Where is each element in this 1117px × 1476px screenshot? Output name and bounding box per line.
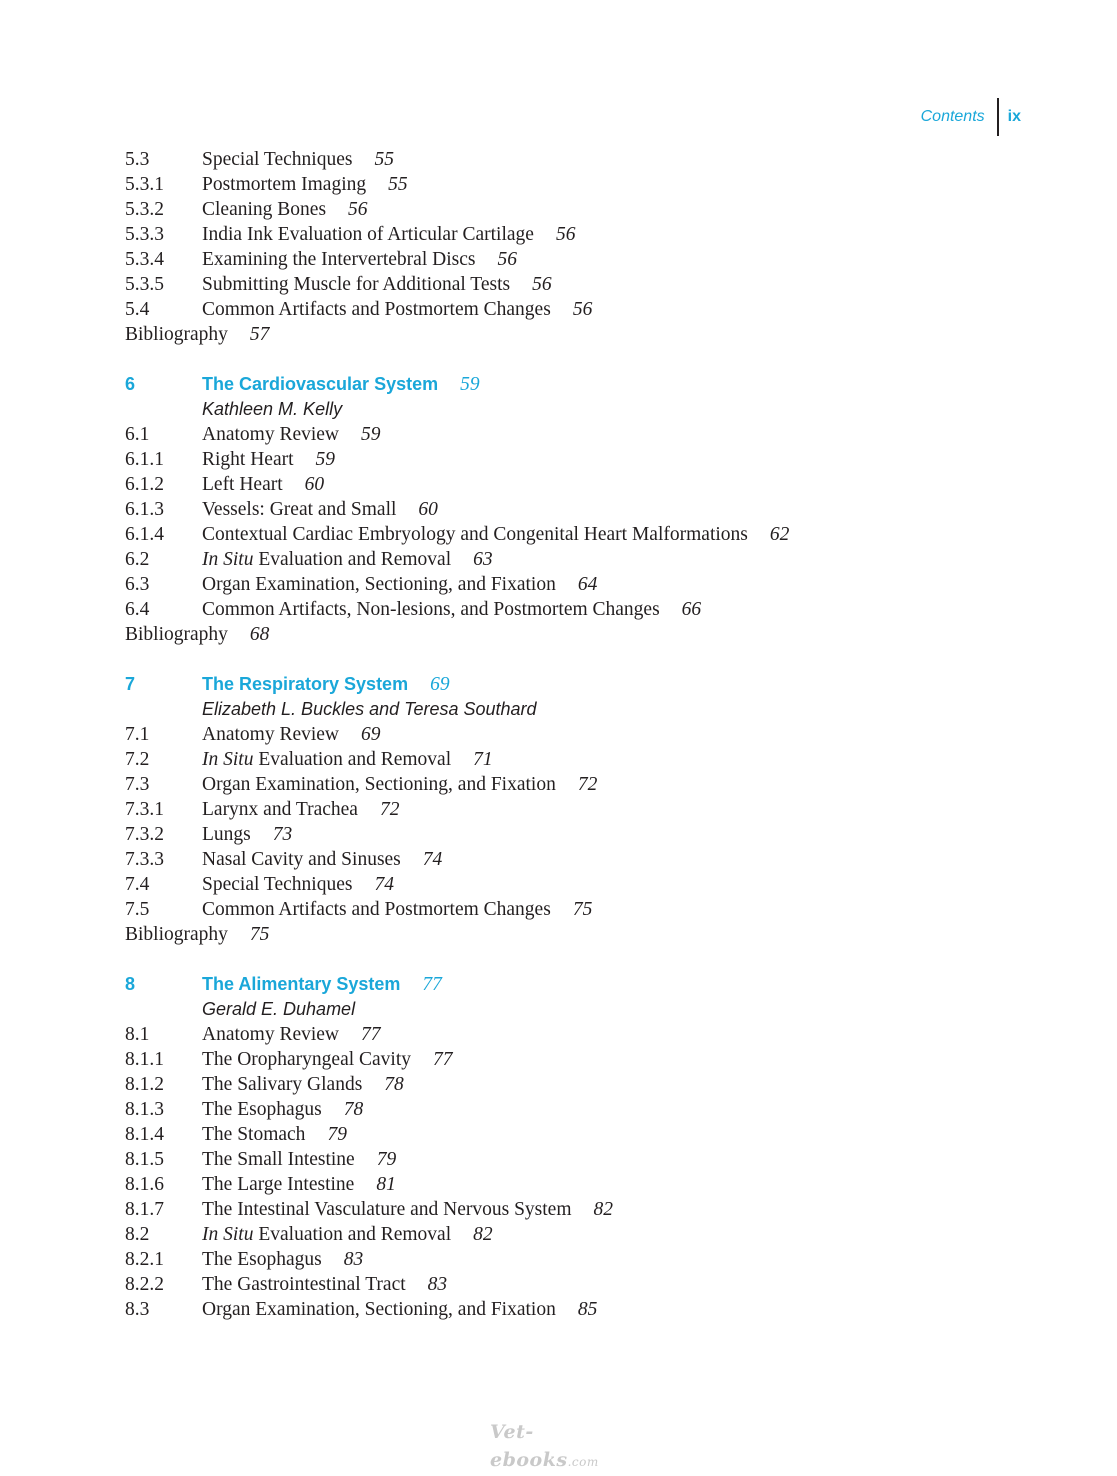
toc-entry-title-text: Anatomy Review [202,724,340,745]
toc-entry-page: 83 [427,1274,448,1295]
toc-entry-title-text: Special Techniques [202,149,353,170]
toc-entry-title [202,599,660,620]
toc-entry-title [202,199,326,220]
toc-entry-page: 74 [422,849,443,870]
toc-entry-number: 8.1.1 [125,1049,164,1070]
toc-entry-page: 82 [473,1224,493,1245]
chapter-author: Kathleen M. Kelly [202,399,343,419]
chapter-title: The Alimentary System [202,974,401,994]
bibliography-page: 68 [249,624,270,645]
toc-entry-number: 6.1 [125,424,150,445]
toc-entry-title [202,549,451,570]
toc-entry [125,147,1025,172]
toc-entry-title-text: Vessels: Great and Small [202,499,397,520]
toc-entry-title [202,249,475,270]
toc-entry-number: 7.3.1 [125,799,164,820]
toc-entry-title-text: Nasal Cavity and Sinuses [202,849,401,870]
chapter-page: 69 [430,674,450,695]
toc-entry-title-text: The Small Intestine [202,1149,355,1170]
toc-entry-title-text: The Gastrointestinal Tract [202,1274,406,1295]
toc-entry-title-text: Organ Examination, Sectioning, and Fixation [202,574,556,595]
toc-entry-title-text: Contextual Cardiac Embryology and Congenital Heart Malformations [202,524,748,545]
toc-entry-title [202,274,510,295]
toc-entry-title-text: The Esophagus [202,1099,322,1120]
toc-entry-number: 7.2 [125,749,150,770]
toc-entry-title-text: Evaluation and Removal [253,749,452,770]
toc-entry-number: 8.1.2 [125,1074,164,1095]
chapter-page: 77 [422,974,442,995]
toc-entry-title-text: Organ Examination, Sectioning, and Fixation [202,774,556,795]
toc-entry-title-text: The Large Intestine [202,1174,355,1195]
toc-entry-page: 60 [418,499,438,520]
toc-entry-number: 6.4 [125,599,150,620]
toc-entry-page: 55 [388,174,408,195]
toc-entry-title-text: The Intestinal Vasculature and Nervous System [202,1199,572,1220]
toc-entry-page: 78 [343,1099,364,1120]
toc-entry-title [202,574,556,595]
toc-entry-title-italic: In Situ [202,749,254,770]
toc-entry-page: 72 [379,799,400,820]
toc-entry-title [202,1224,451,1245]
toc-entry [125,522,1025,547]
toc-entry-title [202,1149,355,1170]
bibliography-label: Bibliography [125,324,228,345]
toc-entry-page: 72 [577,774,598,795]
toc-entry-number: 7.3.3 [125,849,164,870]
toc-entry-title [202,224,534,245]
toc-entry-number: 8.1.7 [125,1199,164,1220]
running-header-title: Contents [920,108,985,125]
toc-entry [125,572,1025,597]
toc-entry-page: 82 [593,1199,614,1220]
chapter-page: 59 [460,374,480,395]
toc-entry-title-text: Special Techniques [202,874,353,895]
toc-entry-title-text: Anatomy Review [202,424,340,445]
toc-entry [125,1297,1025,1322]
toc-entry-page: 55 [374,149,394,170]
toc-entry-title [202,499,396,520]
toc-entry [125,1222,1025,1247]
page-number: ix [1007,108,1021,125]
toc-entry-page: 74 [374,874,394,895]
toc-entry-number: 8.1.6 [125,1174,164,1195]
toc-entry [125,472,1025,497]
toc-bib [125,922,1025,947]
toc-entry-page: 71 [473,749,493,770]
toc-entry-number: 6.1.1 [125,449,164,470]
toc-entry-title-text: Evaluation and Removal [253,549,452,570]
toc-entry-title [202,1049,411,1070]
toc-entry [125,772,1025,797]
toc-entry-title-text: Anatomy Review [202,1024,340,1045]
toc-entry [125,1122,1025,1147]
toc-entry-page: 73 [272,824,293,845]
toc-entry [125,422,1025,447]
toc-author [125,997,1025,1022]
toc-entry-page: 56 [555,224,576,245]
toc-entry [125,1022,1025,1047]
toc-bib [125,322,1025,347]
toc-entry [125,1197,1025,1222]
chapter-number: 8 [125,974,136,994]
watermark-main: Vet-ebooks [490,1421,568,1471]
toc-entry-page: 78 [384,1074,404,1095]
toc-entry-title [202,1299,556,1320]
toc-entry-title-text: Larynx and Trachea [202,799,358,820]
toc-entry-number: 8.3 [125,1299,150,1320]
toc-entry-title-text: Common Artifacts and Postmortem Changes [202,299,551,320]
toc-entry-title-text: Organ Examination, Sectioning, and Fixation [202,1299,556,1320]
toc-entry [125,1072,1025,1097]
toc-entry-number: 7.5 [125,899,150,920]
toc-entry-page: 79 [376,1149,397,1170]
section-gap [125,647,1025,672]
watermark-logo [490,1418,630,1471]
section-gap [125,947,1025,972]
toc-entry-number: 8.1.4 [125,1124,164,1145]
chapter-title: The Cardiovascular System [202,374,439,394]
toc-entry-number: 8.1.3 [125,1099,164,1120]
toc-entry [125,172,1025,197]
toc-entry-number: 8.2.2 [125,1274,164,1295]
toc-entry-number: 8.1.5 [125,1149,164,1170]
toc-bib [125,622,1025,647]
toc-entry-number: 7.4 [125,874,150,895]
toc-entry-number: 5.3.2 [125,199,164,220]
toc-entry [125,197,1025,222]
toc-entry-number: 7.1 [125,724,150,745]
toc-entry [125,272,1025,297]
toc-entry-title [202,749,451,770]
toc-entry-title [202,449,294,470]
toc-entry-title [202,899,551,920]
toc-entry-title-text: Submitting Muscle for Additional Tests [202,274,511,295]
chapter-title: The Respiratory System [202,674,409,694]
toc-entry [125,1047,1025,1072]
toc-entry-page: 79 [327,1124,347,1145]
toc-entry-title [202,724,339,745]
toc-entry-page: 83 [343,1249,364,1270]
toc-entry-title-text: Left Heart [202,474,283,495]
toc-entry-title [202,799,358,820]
bibliography-label: Bibliography [125,924,228,945]
toc-entry-page: 81 [376,1174,396,1195]
toc-entry-page: 75 [572,899,593,920]
toc-entry-title [202,1124,305,1145]
toc-entry-title [202,1174,354,1195]
toc-entry-title [202,149,352,170]
toc-entry-title [202,524,748,545]
section-gap [125,347,1025,372]
toc-entry-number: 5.3.1 [125,174,164,195]
toc-entry-number: 5.3.3 [125,224,164,245]
toc-entry-title-italic: In Situ [202,1224,254,1245]
toc-chapter [125,672,1025,697]
toc-entry-page: 59 [315,449,336,470]
toc-entry-page: 85 [577,1299,598,1320]
toc-entry-title-text: Cleaning Bones [202,199,327,220]
toc-entry-title [202,474,283,495]
toc-entry [125,747,1025,772]
toc-entry-title [202,1199,572,1220]
toc-entry-number: 6.3 [125,574,150,595]
bibliography-label: Bibliography [125,624,228,645]
toc-entry-title-text: Common Artifacts, Non-lesions, and Postmortem Changes [202,599,660,620]
toc-entry-number: 5.3 [125,149,150,170]
toc-entry-page: 77 [433,1049,453,1070]
toc-entry-title [202,824,251,845]
toc-author [125,697,1025,722]
toc-entry [125,1097,1025,1122]
toc-entry-title [202,1249,322,1270]
toc-entry-title-text: Examining the Intervertebral Discs [202,249,476,270]
toc-chapter [125,972,1025,997]
toc-entry-title [202,299,551,320]
toc-entry [125,897,1025,922]
toc-entry-title-italic: In Situ [202,549,254,570]
toc-entry-page: 64 [577,574,598,595]
toc-entry-title-text: Common Artifacts and Postmortem Changes [202,899,551,920]
toc-entry [125,1272,1025,1297]
toc-entry [125,797,1025,822]
toc-entry-number: 6.1.3 [125,499,164,520]
toc-entry-title-text: Evaluation and Removal [253,1224,452,1245]
toc-entry-page: 56 [572,299,593,320]
toc-entry [125,547,1025,572]
toc-entry [125,222,1025,247]
toc-entry [125,1172,1025,1197]
toc-entry-title [202,774,556,795]
toc-entry-page: 69 [361,724,381,745]
toc-entry-number: 6.1.4 [125,524,164,545]
toc-entry-title [202,1024,339,1045]
toc-entry-number: 5.3.4 [125,249,164,270]
toc-entry [125,1147,1025,1172]
watermark-suffix: .com [567,1455,599,1469]
toc-entry-page: 62 [769,524,790,545]
toc-entry-title-text: The Salivary Glands [202,1074,363,1095]
toc-entry [125,847,1025,872]
toc-entry [125,497,1025,522]
toc-entry-page: 56 [532,274,552,295]
bibliography-page: 75 [249,924,270,945]
toc-entry [125,872,1025,897]
toc-entry-page: 77 [361,1024,381,1045]
toc-entry-title [202,1274,406,1295]
toc-entry-title [202,1074,362,1095]
toc-entry [125,1247,1025,1272]
toc-entry-page: 63 [473,549,493,570]
toc-entry-page: 56 [348,199,368,220]
toc-entry [125,822,1025,847]
toc-entry [125,297,1025,322]
toc-entry [125,247,1025,272]
toc-entry [125,597,1025,622]
header-divider [997,98,999,136]
toc-entry-title-text: Right Heart [202,449,294,470]
toc-entry-page: 66 [681,599,702,620]
toc-entry-number: 7.3.2 [125,824,164,845]
toc-entry-number: 5.4 [125,299,150,320]
toc-entry-page: 60 [304,474,325,495]
chapter-author: Gerald E. Duhamel [202,999,356,1019]
chapter-number: 6 [125,374,136,394]
toc-entry-title [202,1099,322,1120]
toc-entry-title-text: The Esophagus [202,1249,322,1270]
toc-author [125,397,1025,422]
bibliography-page: 57 [249,324,270,345]
toc-entry-title [202,174,366,195]
toc-entry-title-text: The Oropharyngeal Cavity [202,1049,412,1070]
toc-entry-page: 59 [361,424,381,445]
toc-entry-number: 8.2.1 [125,1249,164,1270]
toc-entry-page: 56 [497,249,517,270]
toc-entry-title [202,849,401,870]
toc-entry [125,447,1025,472]
toc-entry-number: 6.1.2 [125,474,164,495]
toc-entry-title [202,874,352,895]
toc-entry-title-text: Postmortem Imaging [202,174,367,195]
table-of-contents [125,147,1025,1322]
toc-entry-number: 8.2 [125,1224,150,1245]
toc-entry-number: 8.1 [125,1024,150,1045]
running-header [921,98,1021,136]
chapter-author: Elizabeth L. Buckles and Teresa Southard [202,699,537,719]
chapter-number: 7 [125,674,136,694]
toc-entry-title-text: Lungs [202,824,251,845]
toc-entry-number: 5.3.5 [125,274,164,295]
toc-entry-title-text: India Ink Evaluation of Articular Cartilage [202,224,534,245]
toc-entry [125,722,1025,747]
toc-entry-title [202,424,339,445]
toc-entry-number: 7.3 [125,774,150,795]
toc-chapter [125,372,1025,397]
toc-entry-title-text: The Stomach [202,1124,306,1145]
toc-entry-number: 6.2 [125,549,150,570]
